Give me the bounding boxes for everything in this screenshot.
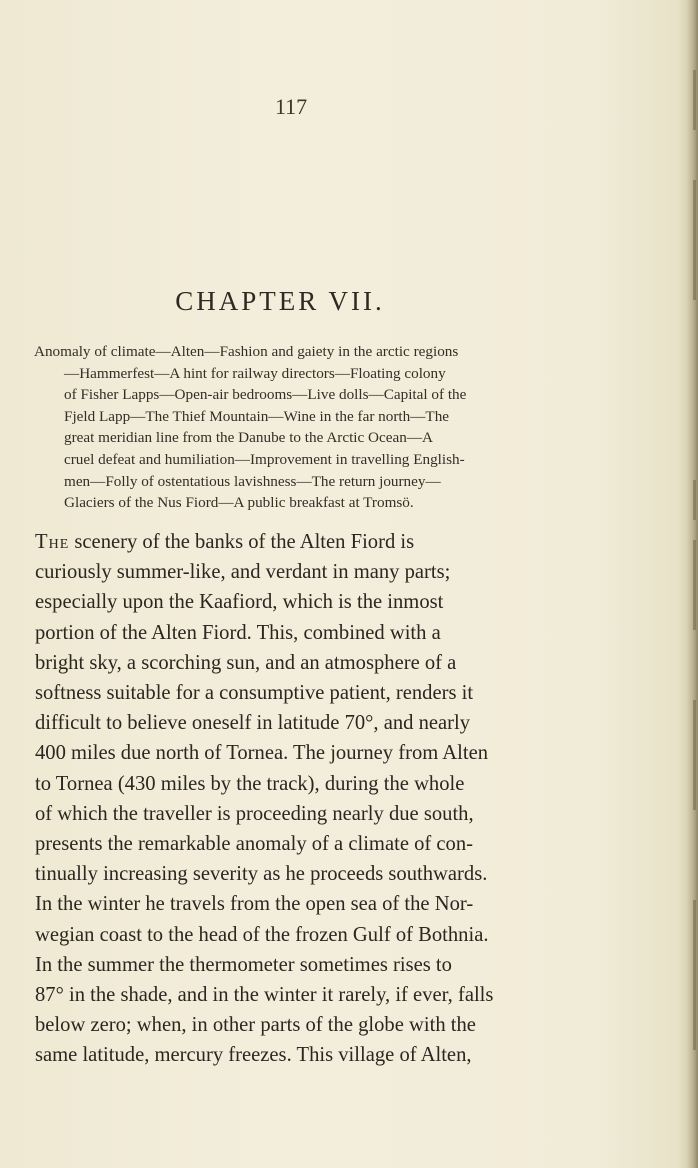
- edge-mark: [693, 540, 696, 630]
- synopsis-line: of Fisher Lapps—Open-air bedrooms—Live dolls—Capital of the: [64, 386, 467, 404]
- body-line: 400 miles due north of Tornea. The journey from Alten: [35, 742, 489, 765]
- body-line: In the winter he travels from the open sea of the Nor-: [35, 893, 474, 916]
- edge-mark: [693, 70, 696, 130]
- body-line: wegian coast to the head of the frozen Gulf of Bothnia.: [35, 923, 489, 946]
- synopsis-line: great meridian line from the Danube to the Arctic Ocean—A: [64, 429, 434, 447]
- body-line: In the summer the thermometer sometimes rises to: [35, 953, 452, 976]
- synopsis-line: men—Folly of ostentatious lavishness—The return journey—: [64, 472, 441, 490]
- body-line: especially upon the Kaafiord, which is the inmost: [35, 591, 444, 614]
- body-text: [35, 527, 563, 1071]
- edge-mark: [693, 900, 696, 1050]
- body-line: [35, 527, 563, 557]
- synopsis-line: Glaciers of the Nus Fiord—A public breakfast at Tromsö.: [64, 494, 414, 512]
- body-line: 87° in the shade, and in the winter it rarely, if ever, falls: [35, 984, 494, 1007]
- synopsis-line: —Hammerfest—A hint for railway directors—Floating colony: [64, 364, 446, 382]
- body-line: tinually increasing severity as he proceeds southwards.: [35, 863, 488, 886]
- synopsis-line: cruel defeat and humiliation—Improvement in travelling English-: [64, 450, 465, 468]
- body-line: softness suitable for a consumptive patient, renders it: [35, 682, 474, 705]
- body-first-line-rest: scenery of the banks of the Alten Fiord is: [69, 531, 415, 553]
- synopsis-line: Fjeld Lapp—The Thief Mountain—Wine in the far north—The: [64, 407, 450, 425]
- edge-mark: [693, 700, 696, 810]
- page-edge: [686, 0, 698, 1168]
- chapter-heading: CHAPTER VII.: [175, 286, 385, 316]
- chapter-synopsis: [34, 341, 558, 514]
- edge-mark: [693, 180, 696, 300]
- body-first-word: The: [35, 531, 70, 553]
- body-line: portion of the Alten Fiord. This, combined with a: [35, 621, 441, 644]
- body-line: presents the remarkable anomaly of a climate of con-: [35, 833, 473, 856]
- body-line: below zero; when, in other parts of the globe with the: [35, 1014, 476, 1037]
- body-line: difficult to believe oneself in latitude 70°, and nearly: [35, 712, 471, 735]
- page-number: 117: [275, 94, 308, 119]
- body-line: same latitude, mercury freezes. This village of Alten,: [35, 1044, 472, 1067]
- body-line: to Tornea (430 miles by the track), during the whole: [35, 772, 465, 795]
- body-line: curiously summer-like, and verdant in many parts;: [35, 561, 451, 584]
- edge-mark: [693, 480, 696, 520]
- body-line: of which the traveller is proceeding nearly due south,: [35, 802, 474, 825]
- synopsis-line: Anomaly of climate—Alten—Fashion and gaiety in the arctic regions: [34, 343, 459, 360]
- body-line: bright sky, a scorching sun, and an atmosphere of a: [35, 651, 457, 674]
